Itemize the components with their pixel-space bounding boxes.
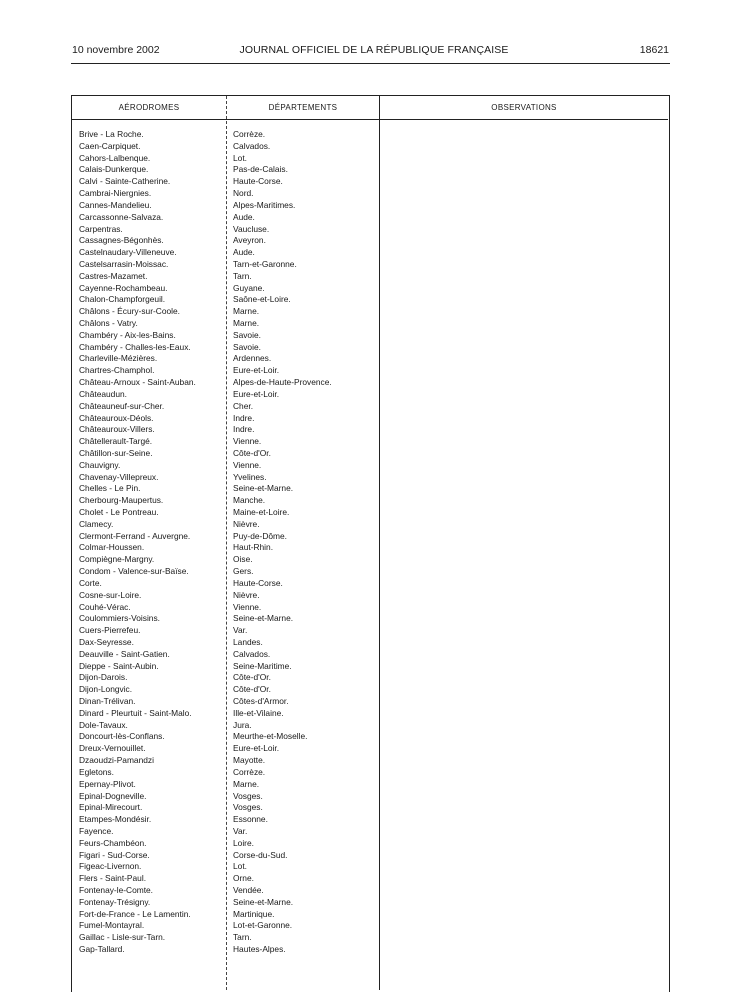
aerodrome-cell: Carcassonne-Salvaza.: [79, 211, 164, 222]
aerodrome-cell: Castres-Mazamet.: [79, 270, 148, 281]
departement-cell: Vosges.: [233, 790, 263, 801]
departement-cell: Vaucluse.: [233, 223, 270, 234]
aerodrome-cell: Colmar-Houssen.: [79, 542, 145, 553]
aerodrome-cell: Etampes-Mondésir.: [79, 814, 152, 825]
aerodrome-cell: Castelsarrasin-Moissac.: [79, 258, 169, 269]
departement-cell: Calvados.: [233, 648, 271, 659]
column-divider: [379, 96, 380, 990]
departement-cell: Maine-et-Loire.: [233, 507, 290, 517]
aerodrome-cell: Cannes-Mandelieu.: [79, 199, 152, 210]
aerodrome-cell: Châlons - Écury-sur-Coole.: [79, 306, 180, 317]
departement-cell: Côtes-d'Armor.: [233, 696, 289, 706]
departement-cell: Aude.: [233, 211, 255, 222]
departement-cell: Pas-de-Calais.: [233, 164, 288, 175]
departement-cell: Aude.: [233, 247, 255, 258]
departement-cell: Tarn.: [233, 932, 252, 943]
departement-cell: Haut-Rhin.: [233, 542, 274, 553]
aerodromes-column: [79, 129, 196, 956]
aerodrome-cell: Epernay-Plivot.: [79, 778, 136, 789]
aerodrome-cell: Chelles - Le Pin.: [79, 483, 141, 494]
departement-cell: Alpes-Maritimes.: [233, 199, 296, 210]
header-rule: [71, 63, 670, 64]
departement-cell: Nièvre.: [233, 518, 260, 529]
aerodrome-cell: Châteauroux-Déols.: [79, 412, 154, 423]
aerodrome-cell: Dax-Seyresse.: [79, 636, 134, 647]
aerodrome-cell: Dinan-Trélivan.: [79, 696, 136, 706]
departement-cell: Guyane.: [233, 282, 265, 293]
column-header-departements: DÉPARTEMENTS: [268, 103, 338, 112]
departements-column: [233, 129, 332, 956]
header-row-divider: [72, 119, 668, 120]
departement-cell: Seine-Maritime.: [233, 660, 292, 671]
departement-cell: Vendée.: [233, 885, 264, 895]
departement-cell: Puy-de-Dôme.: [233, 530, 287, 541]
column-header-aerodromes: AÉRODROMES: [118, 103, 180, 112]
aerodrome-cell: Calvi - Sainte-Catherine.: [79, 176, 171, 187]
page-number: 18621: [639, 44, 669, 56]
departement-cell: Loire.: [233, 837, 254, 848]
aerodrome-cell: Châteauneuf-sur-Cher.: [79, 400, 165, 411]
departement-cell: Hautes-Alpes.: [233, 944, 286, 955]
departement-cell: Ille-et-Vilaine.: [233, 707, 284, 718]
aerodrome-cell: Castelnaudary-Villeneuve.: [79, 247, 177, 258]
departement-cell: Nièvre.: [233, 589, 260, 600]
departement-cell: Savoie.: [233, 329, 261, 340]
aerodrome-cell: Flers - Saint-Paul.: [79, 873, 147, 884]
aerodrome-cell: Châtellerault-Targé.: [79, 436, 153, 447]
departement-cell: Meurthe-et-Moselle.: [233, 731, 308, 742]
aerodrome-cell: Dijon-Darois.: [79, 672, 128, 683]
departement-cell: Eure-et-Loir.: [233, 743, 280, 754]
aerodrome-cell: Figari - Sud-Corse.: [79, 849, 150, 860]
departement-cell: Nord.: [233, 188, 254, 199]
departement-cell: Haute-Corse.: [233, 577, 283, 588]
departement-cell: Vosges.: [233, 802, 263, 813]
departement-cell: Var.: [233, 625, 248, 636]
aerodrome-cell: Châteaudun.: [79, 388, 127, 399]
departement-cell: Cher.: [233, 400, 254, 411]
departement-cell: Marne.: [233, 778, 260, 789]
departement-cell: Indre.: [233, 412, 255, 423]
departement-cell: Lot.: [233, 152, 247, 163]
aerodrome-cell: Brive - La Roche.: [79, 129, 144, 139]
departement-cell: Aveyron.: [233, 235, 266, 246]
aerodrome-cell: Dinard - Pleurtuit - Saint-Malo.: [79, 707, 192, 718]
aerodrome-cell: Condom - Valence-sur-Baïse.: [79, 566, 189, 577]
aerodrome-cell: Châtillon-sur-Seine.: [79, 447, 153, 458]
aerodrome-cell: Dieppe - Saint-Aubin.: [79, 660, 159, 671]
departement-cell: Eure-et-Loir.: [233, 365, 280, 376]
journal-title: JOURNAL OFFICIEL DE LA RÉPUBLIQUE FRANÇAISE: [239, 44, 509, 56]
aerodrome-cell: Dole-Tavaux.: [79, 719, 128, 730]
aerodrome-cell: Gaillac - Lisle-sur-Tarn.: [79, 932, 166, 943]
aerodrome-cell: Châteauroux-Villers.: [79, 424, 155, 435]
aerodrome-cell: Chalon-Champforgeuil.: [79, 294, 166, 305]
aerodrome-cell: Epinal-Mirecourt.: [79, 802, 143, 813]
aerodrome-cell: Doncourt-lès-Conflans.: [79, 731, 165, 742]
aerodrome-cell: Dzaoudzi-Pamandzi: [79, 755, 154, 766]
aerodrome-cell: Châlons - Vatry.: [79, 318, 138, 328]
aerodrome-cell: Figeac-Livernon.: [79, 861, 142, 872]
aerodrome-cell: Charleville-Mézières.: [79, 353, 158, 364]
departement-cell: Indre.: [233, 424, 255, 435]
header-date: 10 novembre 2002: [72, 44, 160, 56]
departement-cell: Eure-et-Loir.: [233, 388, 280, 399]
aerodrome-cell: Cahors-Lalbenque.: [79, 152, 151, 163]
departement-cell: Landes.: [233, 636, 263, 647]
aerodrome-cell: Cosne-sur-Loire.: [79, 589, 142, 600]
aerodrome-cell: Calais-Dunkerque.: [79, 164, 149, 175]
aerodrome-cell: Couhé-Vérac.: [79, 601, 131, 612]
aerodrome-cell: Chauvigny.: [79, 459, 121, 470]
aerodrome-cell: Compiègne-Margny.: [79, 554, 155, 565]
aerodrome-cell: Coulommiers-Voisins.: [79, 613, 160, 624]
departement-cell: Jura.: [233, 719, 252, 730]
departement-cell: Vienne.: [233, 436, 262, 447]
aerodrome-cell: Cassagnes-Bégonhès.: [79, 235, 164, 246]
departement-cell: Calvados.: [233, 140, 271, 151]
departement-cell: Mayotte.: [233, 755, 266, 766]
departement-cell: Var.: [233, 825, 248, 836]
departement-cell: Côte-d'Or.: [233, 672, 271, 683]
aerodrome-cell: Fontenay-Trésigny.: [79, 896, 151, 907]
departement-cell: Martinique.: [233, 908, 275, 919]
departement-cell: Corse-du-Sud.: [233, 849, 288, 860]
departement-cell: Marne.: [233, 318, 260, 328]
aerodrome-cell: Deauville - Saint-Gatien.: [79, 648, 170, 659]
column-divider: [226, 96, 227, 990]
aerodrome-cell: Dreux-Vernouillet.: [79, 743, 146, 754]
departement-cell: Yvelines.: [233, 471, 267, 482]
aerodrome-cell: Feurs-Chambéon.: [79, 837, 147, 848]
aerodrome-cell: Clamecy.: [79, 518, 114, 529]
aerodrome-cell: Cambrai-Niergnies.: [79, 188, 152, 199]
aerodrome-cell: Gap-Tallard.: [79, 944, 125, 955]
departement-cell: Corrèze.: [233, 766, 266, 777]
aerodrome-cell: Cherbourg-Maupertus.: [79, 495, 164, 506]
departement-cell: Alpes-de-Haute-Provence.: [233, 377, 332, 388]
aerodrome-cell: Fontenay-le-Comte.: [79, 885, 154, 895]
aerodrome-cell: Château-Arnoux - Saint-Auban.: [79, 377, 196, 388]
departement-cell: Seine-et-Marne.: [233, 483, 294, 494]
aerodrome-cell: Cholet - Le Pontreau.: [79, 507, 159, 517]
aerodrome-cell: Epinal-Dogneville.: [79, 790, 147, 801]
aerodrome-cell: Chavenay-Villepreux.: [79, 471, 159, 482]
departement-cell: Manche.: [233, 495, 266, 506]
departement-cell: Seine-et-Marne.: [233, 896, 294, 907]
departement-cell: Seine-et-Marne.: [233, 613, 294, 624]
aerodrome-cell: Chartres-Champhol.: [79, 365, 155, 376]
column-header-observations: OBSERVATIONS: [491, 103, 557, 112]
departement-cell: Ardennes.: [233, 353, 272, 364]
departement-cell: Saône-et-Loire.: [233, 294, 291, 305]
aerodrome-cell: Clermont-Ferrand - Auvergne.: [79, 530, 191, 541]
aerodrome-cell: Fayence.: [79, 825, 114, 836]
departement-cell: Tarn-et-Garonne.: [233, 258, 297, 269]
departement-cell: Lot-et-Garonne.: [233, 920, 293, 931]
aerodrome-cell: Chambéry - Aix-les-Bains.: [79, 329, 176, 340]
aerodrome-cell: Fort-de-France - Le Lamentin.: [79, 908, 191, 919]
departement-cell: Vienne.: [233, 459, 262, 470]
departement-cell: Marne.: [233, 306, 260, 317]
departement-cell: Tarn.: [233, 270, 252, 281]
departement-cell: Savoie.: [233, 341, 261, 352]
departement-cell: Oise.: [233, 554, 253, 565]
departement-cell: Côte-d'Or.: [233, 684, 271, 695]
departement-cell: Essonne.: [233, 814, 268, 825]
aerodrome-cell: Fumel-Montayral.: [79, 920, 145, 931]
aerodrome-cell: Cuers-Pierrefeu.: [79, 625, 141, 636]
departement-cell: Corrèze.: [233, 129, 266, 139]
aerodrome-cell: Carpentras.: [79, 223, 123, 234]
aerodrome-cell: Corte.: [79, 577, 102, 588]
departement-cell: Orne.: [233, 873, 254, 884]
aerodrome-cell: Cayenne-Rochambeau.: [79, 282, 168, 293]
aerodrome-cell: Dijon-Longvic.: [79, 684, 133, 695]
departement-cell: Lot.: [233, 861, 247, 872]
aerodrome-cell: Caen-Carpiquet.: [79, 140, 141, 151]
departement-cell: Haute-Corse.: [233, 176, 283, 187]
aerodrome-cell: Chambéry - Challes-les-Eaux.: [79, 341, 191, 352]
departement-cell: Côte-d'Or.: [233, 447, 271, 458]
departement-cell: Vienne.: [233, 601, 262, 612]
departement-cell: Gers.: [233, 566, 254, 577]
aerodrome-cell: Egletons.: [79, 766, 114, 777]
